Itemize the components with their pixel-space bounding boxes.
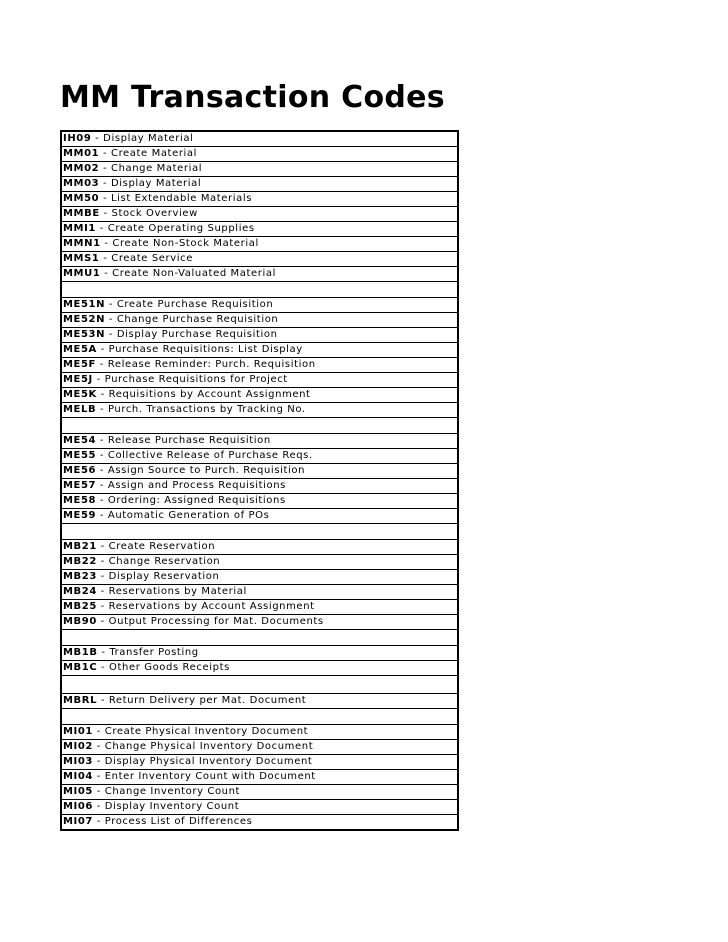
spacer-row	[61, 418, 458, 434]
transaction-code: ME5A	[63, 344, 97, 355]
transaction-description: - Purchase Requisitions for Project	[92, 374, 288, 385]
table-row	[61, 434, 458, 449]
table-cell	[61, 298, 458, 313]
transaction-code-rows	[61, 131, 458, 830]
table-cell	[61, 800, 458, 815]
table-cell	[61, 661, 458, 676]
table-row	[61, 661, 458, 676]
table-row	[61, 770, 458, 785]
transaction-description: - Output Processing for Mat. Documents	[96, 616, 324, 627]
transaction-description: - Display Reservation	[96, 571, 220, 582]
table-cell	[61, 785, 458, 800]
spacer-cell	[61, 709, 458, 725]
transaction-description: - Purch. Transactions by Tracking No.	[96, 404, 306, 415]
transaction-code: MM02	[63, 163, 100, 174]
table-row	[61, 252, 458, 267]
table-cell	[61, 131, 458, 147]
table-cell	[61, 479, 458, 494]
transaction-code: MB23	[63, 571, 97, 582]
table-cell	[61, 237, 458, 252]
table-row	[61, 343, 458, 358]
spacer-cell	[61, 418, 458, 434]
table-row	[61, 740, 458, 755]
transaction-description: - Other Goods Receipts	[97, 662, 230, 673]
table-cell	[61, 267, 458, 282]
transaction-code: MM50	[63, 193, 100, 204]
transaction-description: - Change Inventory Count	[93, 786, 241, 797]
transaction-description: - Stock Overview	[99, 208, 198, 219]
table-cell	[61, 403, 458, 418]
table-row	[61, 222, 458, 237]
transaction-code: ME5J	[63, 374, 93, 385]
table-row	[61, 479, 458, 494]
table-row	[61, 570, 458, 585]
table-row	[61, 358, 458, 373]
table-row	[61, 494, 458, 509]
transaction-code: MI04	[63, 771, 93, 782]
table-cell	[61, 343, 458, 358]
transaction-description: - Change Reservation	[96, 556, 221, 567]
table-cell	[61, 328, 458, 343]
table-row	[61, 298, 458, 313]
table-cell	[61, 494, 458, 509]
spacer-cell	[61, 282, 458, 298]
transaction-code: ME5K	[63, 389, 97, 400]
transaction-code: MB1B	[63, 647, 98, 658]
table-cell	[61, 449, 458, 464]
transaction-code: MMU1	[63, 268, 101, 279]
transaction-code: MM01	[63, 148, 100, 159]
transaction-description: - Display Material	[99, 178, 202, 189]
transaction-code: MI06	[63, 801, 93, 812]
table-cell	[61, 192, 458, 207]
transaction-code: MM03	[63, 178, 100, 189]
spacer-row	[61, 524, 458, 540]
table-row	[61, 449, 458, 464]
table-row	[61, 815, 458, 831]
table-cell	[61, 740, 458, 755]
table-row	[61, 725, 458, 740]
table-cell	[61, 540, 458, 555]
table-row	[61, 509, 458, 524]
transaction-code: ME53N	[63, 329, 106, 340]
table-cell	[61, 815, 458, 831]
table-row	[61, 207, 458, 222]
table-row	[61, 147, 458, 162]
transaction-description: - Requisitions by Account Assignment	[96, 389, 311, 400]
table-cell	[61, 725, 458, 740]
transaction-code: ME54	[63, 435, 97, 446]
table-cell	[61, 770, 458, 785]
table-row	[61, 403, 458, 418]
table-row	[61, 785, 458, 800]
table-cell	[61, 694, 458, 709]
table-cell	[61, 147, 458, 162]
transaction-description: - Reservations by Material	[96, 586, 247, 597]
transaction-code: MB24	[63, 586, 97, 597]
transaction-description: - Create Non-Stock Material	[100, 238, 259, 249]
transaction-code: MELB	[63, 404, 97, 415]
table-cell	[61, 755, 458, 770]
transaction-description: - Change Purchase Requisition	[105, 314, 279, 325]
transaction-code: MI05	[63, 786, 93, 797]
transaction-code: MB25	[63, 601, 97, 612]
spacer-row	[61, 709, 458, 725]
table-cell	[61, 570, 458, 585]
transaction-description: - Create Physical Inventory Document	[93, 726, 309, 737]
transaction-description: - Reservations by Account Assignment	[96, 601, 315, 612]
table-row	[61, 540, 458, 555]
spacer-row	[61, 630, 458, 646]
table-row	[61, 388, 458, 403]
transaction-code: MB21	[63, 541, 97, 552]
transaction-description: - Display Physical Inventory Document	[93, 756, 313, 767]
table-cell	[61, 464, 458, 479]
table-row	[61, 267, 458, 282]
transaction-code: MB1C	[63, 662, 98, 673]
table-row	[61, 328, 458, 343]
table-row	[61, 162, 458, 177]
table-row	[61, 131, 458, 147]
table-row	[61, 646, 458, 661]
transaction-code: ME52N	[63, 314, 106, 325]
table-row	[61, 755, 458, 770]
transaction-code: ME55	[63, 450, 97, 461]
table-row	[61, 237, 458, 252]
transaction-code: ME59	[63, 510, 97, 521]
transaction-code: MMN1	[63, 238, 101, 249]
transaction-description: - Release Purchase Requisition	[96, 435, 271, 446]
table-row	[61, 464, 458, 479]
transaction-code: ME56	[63, 465, 97, 476]
spacer-cell	[61, 524, 458, 540]
table-cell	[61, 434, 458, 449]
transaction-code: MI03	[63, 756, 93, 767]
transaction-description: - Ordering: Assigned Requisitions	[96, 495, 286, 506]
table-cell	[61, 162, 458, 177]
transaction-code: ME51N	[63, 299, 106, 310]
transaction-description: - Automatic Generation of POs	[96, 510, 270, 521]
transaction-description: - Return Delivery per Mat. Document	[97, 695, 307, 706]
table-row	[61, 585, 458, 600]
table-cell	[61, 313, 458, 328]
table-cell	[61, 509, 458, 524]
spacer-row	[61, 676, 458, 694]
page-title: MM Transaction Codes	[60, 80, 445, 115]
table-cell	[61, 600, 458, 615]
table-cell	[61, 222, 458, 237]
spacer-cell	[61, 676, 458, 694]
transaction-description: - Create Non-Valuated Material	[100, 268, 276, 279]
transaction-code: ME57	[63, 480, 97, 491]
table-row	[61, 192, 458, 207]
transaction-description: - Transfer Posting	[97, 647, 199, 658]
transaction-code: MI07	[63, 816, 93, 827]
transaction-description: - Display Material	[91, 133, 194, 144]
transaction-description: - Display Inventory Count	[93, 801, 240, 812]
spacer-cell	[61, 630, 458, 646]
transaction-code: MMI1	[63, 223, 96, 234]
table-cell	[61, 177, 458, 192]
table-row	[61, 615, 458, 630]
transaction-description: - Create Reservation	[96, 541, 216, 552]
table-row	[61, 373, 458, 388]
transaction-description: - Assign Source to Purch. Requisition	[96, 465, 306, 476]
transaction-code: ME5F	[63, 359, 96, 370]
transaction-code: MB22	[63, 556, 97, 567]
transaction-description: - Create Service	[99, 253, 193, 264]
table-cell	[61, 615, 458, 630]
transaction-description: - Create Purchase Requisition	[105, 299, 274, 310]
transaction-description: - Release Reminder: Purch. Requisition	[95, 359, 316, 370]
spacer-row	[61, 282, 458, 298]
transaction-description: - Purchase Requisitions: List Display	[96, 344, 303, 355]
transaction-code: MBRL	[63, 695, 98, 706]
transaction-description: - Create Material	[99, 148, 198, 159]
transaction-code: ME58	[63, 495, 97, 506]
table-cell	[61, 373, 458, 388]
transaction-description: - Create Operating Supplies	[95, 223, 255, 234]
transaction-description: - List Extendable Materials	[99, 193, 253, 204]
table-row	[61, 800, 458, 815]
table-cell	[61, 646, 458, 661]
transaction-description: - Change Material	[99, 163, 203, 174]
transaction-description: - Collective Release of Purchase Reqs.	[96, 450, 313, 461]
transaction-code: MMBE	[63, 208, 100, 219]
transaction-code: MI02	[63, 741, 93, 752]
table-row	[61, 600, 458, 615]
table-row	[61, 313, 458, 328]
table-row	[61, 177, 458, 192]
transaction-description: - Assign and Process Requisitions	[96, 480, 286, 491]
table-cell	[61, 252, 458, 267]
transaction-description: - Change Physical Inventory Document	[93, 741, 314, 752]
table-cell	[61, 358, 458, 373]
table-row	[61, 555, 458, 570]
transaction-description: - Enter Inventory Count with Document	[93, 771, 316, 782]
transaction-code-table	[60, 130, 459, 831]
table-cell	[61, 207, 458, 222]
transaction-code: MB90	[63, 616, 97, 627]
transaction-code: IH09	[63, 133, 92, 144]
transaction-description: - Display Purchase Requisition	[105, 329, 278, 340]
table-cell	[61, 585, 458, 600]
table-cell	[61, 555, 458, 570]
transaction-description: - Process List of Differences	[93, 816, 253, 827]
table-row	[61, 694, 458, 709]
table-cell	[61, 388, 458, 403]
transaction-code: MMS1	[63, 253, 100, 264]
transaction-code: MI01	[63, 726, 93, 737]
